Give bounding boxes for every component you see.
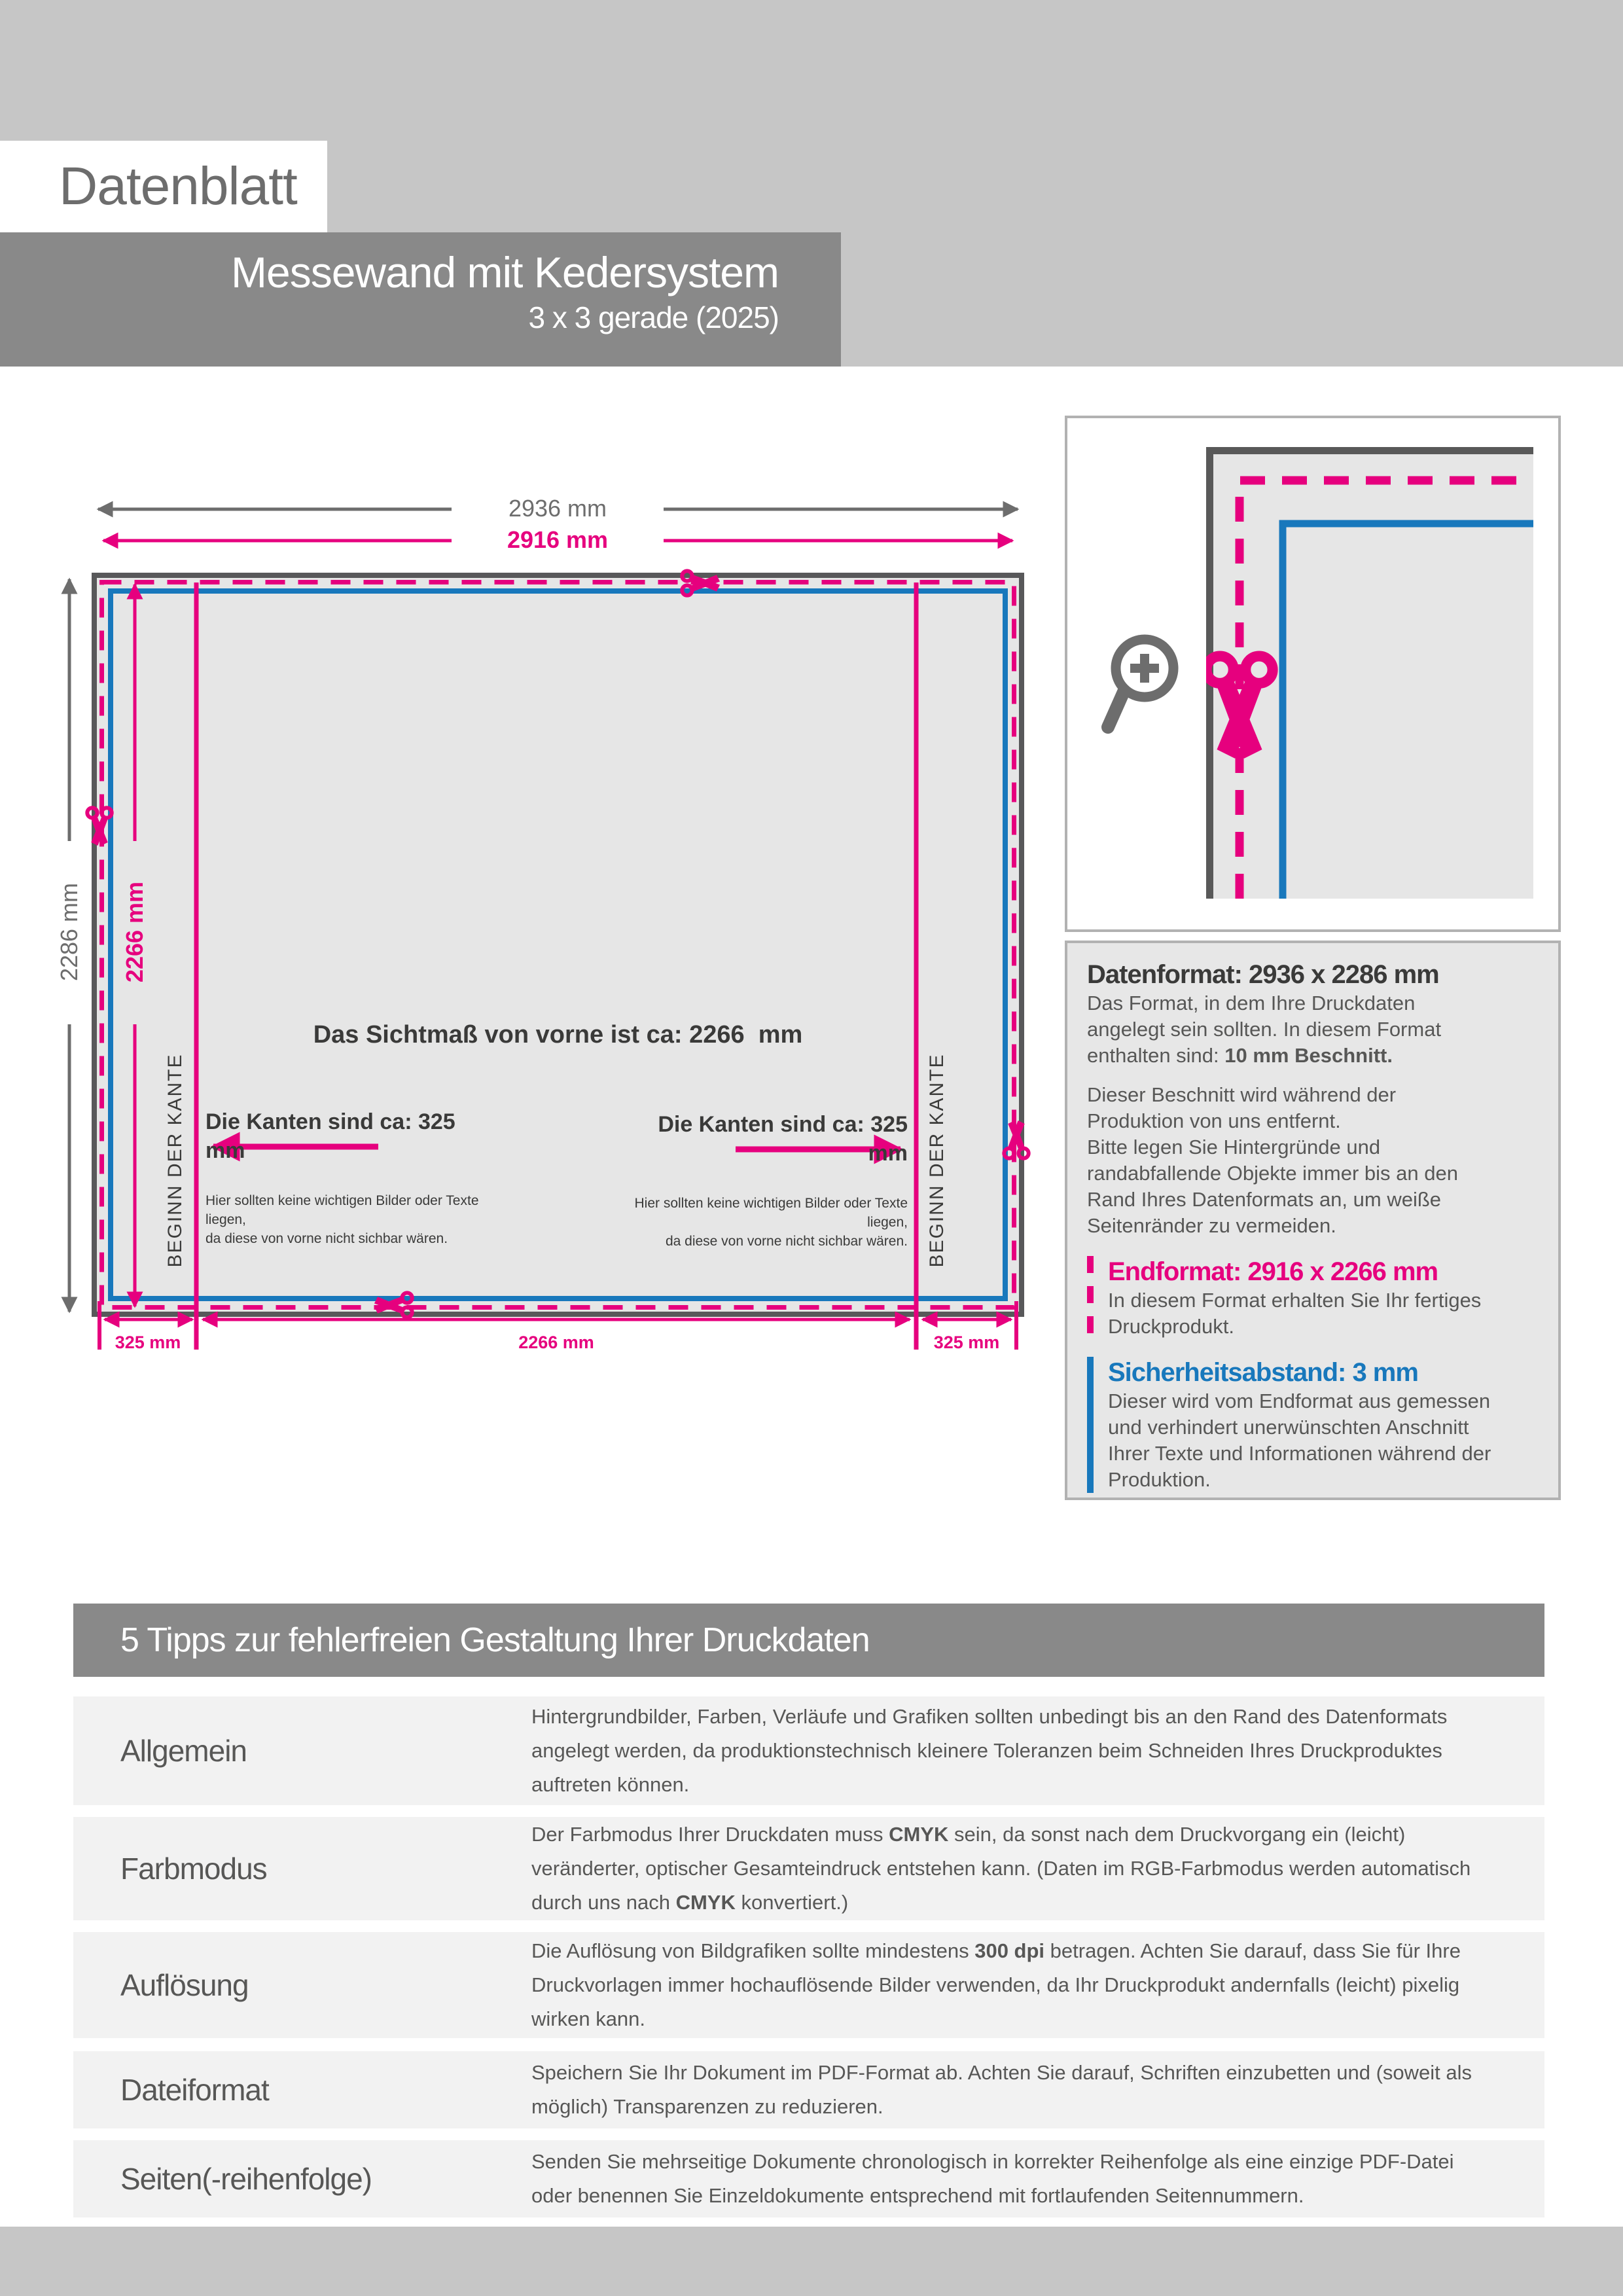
format-info-panel <box>1065 941 1561 1500</box>
doc-type-label: Datenblatt <box>59 156 297 216</box>
visible-size-note: Das Sichtmaß von vorne ist ca: 2266 mm <box>313 1021 803 1049</box>
dim-label-top-outer: 2936 mm <box>508 495 607 522</box>
tip-row-seitenreihenfolge <box>73 2140 1544 2217</box>
tip-row-farbmodus <box>73 1817 1544 1920</box>
tips-header-bar <box>73 1604 1544 1677</box>
title-bar <box>0 232 841 367</box>
safety-section <box>1087 1357 1539 1493</box>
magnifier-icon <box>1099 628 1204 745</box>
doc-type-box <box>0 141 327 232</box>
kante-note-text: Hier sollten keine wichtigen Bilder oder Texte liegen, da diese von vorne nicht sichbar wären. <box>205 1193 479 1246</box>
safety-solid-bar-icon <box>1087 1357 1094 1493</box>
page-subtitle: 3 x 3 gerade (2025) <box>528 300 779 334</box>
page-title: Messewand mit Kedersystem <box>231 248 779 296</box>
kante-annotation-left <box>205 1107 480 1248</box>
corner-detail-illustration <box>1206 447 1533 899</box>
tips-heading: 5 Tipps zur fehlerfreien Gestaltung Ihrer Druckdaten <box>120 1621 870 1659</box>
tip-row-dateiformat <box>73 2051 1544 2128</box>
tip-label: Auflösung <box>120 1968 249 2002</box>
tip-label: Dateiformat <box>120 2073 269 2107</box>
endformat-heading: Endformat: 2916 x 2266 mm <box>1108 1257 1438 1286</box>
datenformat-text-1: Das Format, in dem Ihre Druckdaten angelegt sein sollten. In diesem Format enthalten sind: 10 mm Beschnitt. <box>1087 992 1442 1067</box>
endformat-dashed-bar-icon <box>1087 1256 1094 1340</box>
safety-text: Dieser wird vom Endformat aus gemessen und verhindert unerwünschten Anschnitt Ihrer Texte und Informationen während der Produktion. <box>1108 1390 1491 1491</box>
tip-text: Die Auflösung von Bildgrafiken sollte mindestens 300 dpi betragen. Achten Sie darauf, dass Sie für Ihre Druckvorlagen immer hochauflösende Bilder verwenden, da Ihr Druckprodukt andernfalls (leicht) pixelig wirken kann. <box>531 1939 1461 2030</box>
kante-annotation-right <box>633 1110 908 1251</box>
tip-label: Allgemein <box>120 1734 247 1768</box>
kante-title: Die Kanten sind ca: 325 mm <box>205 1109 455 1163</box>
tip-text: Hintergrundbilder, Farben, Verläufe und Grafiken sollten unbedingt bis an den Rand des Datenformats angelegt werden, da produktionstechnisch kleinere Toleranzen beim Schneiden Ihres Druckproduktes auftreten können. <box>531 1705 1448 1796</box>
tip-text: Der Farbmodus Ihrer Druckdaten muss CMYK sein, da sonst nach dem Druckvorgang ein (leicht) veränderter, optischer Gesamteindruck entstehen kann. (Daten im RGB-Farbmodus werden automatisch durch uns nach CMYK konvertiert.) <box>531 1823 1471 1914</box>
dim-label-left-inner: 2266 mm <box>121 881 148 983</box>
datenformat-text-2: Dieser Beschnitt wird während der Produktion von uns entfernt. <box>1087 1083 1397 1132</box>
tip-text: Speichern Sie Ihr Dokument im PDF-Format ab. Achten Sie darauf, Schriften einzubetten und (soweit als möglich) Transparenzen zu reduzieren. <box>531 2061 1472 2118</box>
endformat-section <box>1087 1256 1539 1340</box>
edge-begin-label-left: BEGINN DER KANTE <box>164 1053 186 1268</box>
bottom-gray-bar <box>0 2227 1623 2296</box>
dim-label-bottom-center: 2266 mm <box>518 1333 594 1352</box>
dim-label-left-outer: 2286 mm <box>56 882 82 982</box>
tip-row-allgemein <box>73 1696 1544 1805</box>
dim-label-top-inner: 2916 mm <box>507 526 609 553</box>
tip-text: Senden Sie mehrseitige Dokumente chronologisch in korrekter Reihenfolge als eine einzige PDF-Datei oder benennen Sie Einzeldokumente entsprechend mit fortlaufenden Seitennummern. <box>531 2150 1454 2207</box>
tip-row-aufloesung <box>73 1932 1544 2038</box>
kante-note-text: Hier sollten keine wichtigen Bilder oder Texte liegen, da diese von vorne nicht sichbar wären. <box>634 1196 908 1249</box>
safety-heading: Sicherheitsabstand: 3 mm <box>1108 1358 1418 1387</box>
datenformat-text-3: Bitte legen Sie Hintergründe und randabfallende Objekte immer bis an den Rand Ihres Datenformats an, um weiße Seitenränder zu vermeiden. <box>1087 1136 1458 1237</box>
tip-label: Seiten(-reihenfolge) <box>120 2162 372 2196</box>
dim-label-bottom-left: 325 mm <box>115 1333 181 1352</box>
datenformat-heading: Datenformat: 2936 x 2286 mm <box>1087 960 1439 989</box>
corner-zoom-box <box>1065 416 1561 932</box>
tip-label: Farbmodus <box>120 1852 267 1886</box>
edge-begin-label-right: BEGINN DER KANTE <box>926 1053 948 1268</box>
dim-label-bottom-right: 325 mm <box>933 1333 1000 1352</box>
kante-title: Die Kanten sind ca: 325 mm <box>658 1112 908 1166</box>
endformat-text: In diesem Format erhalten Sie Ihr fertiges Druckprodukt. <box>1108 1289 1482 1338</box>
